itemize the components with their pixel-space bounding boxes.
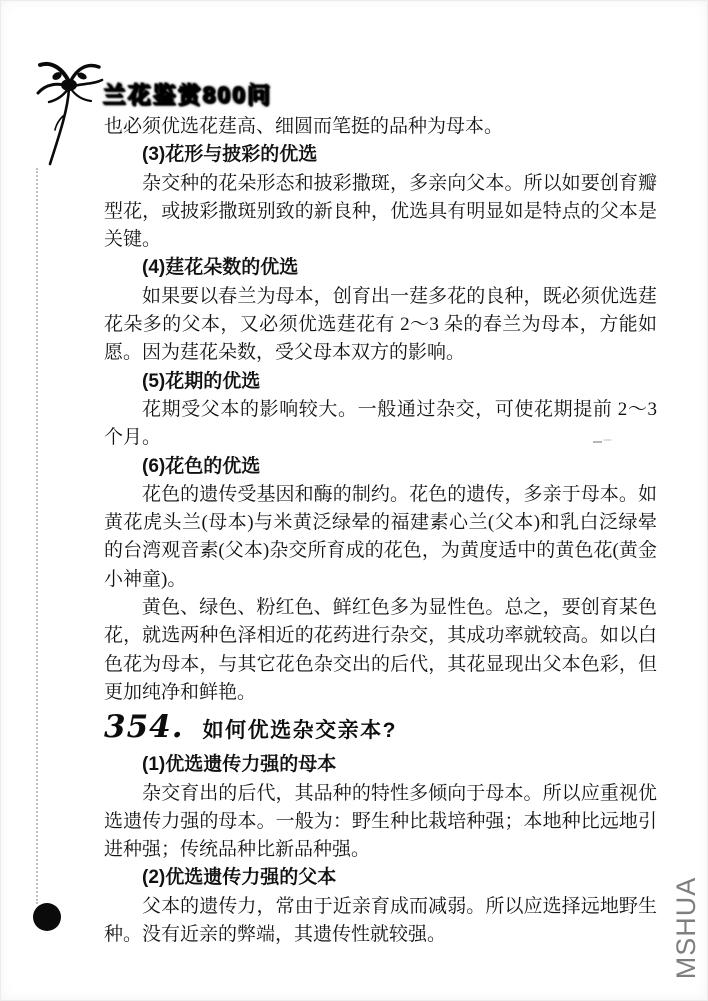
section-subheading: (4)莛花朵数的优选 [142,257,299,279]
book-title-smudged: 兰花鉴赏800问 [103,82,273,108]
page-text-column [104,113,657,949]
question-title: 如何优选杂交亲本? [202,719,397,743]
paragraph: 黄色、绿色、粉红色、鲜红色多为显性色。总之，要创育某色花，就选两种色泽相近的花药进行杂交，其成功率就较高。如以白色花为母本，与其它花色杂交出的后代，其花显现出父本色彩，但更加纯净和鲜艳。 [104,597,657,703]
paragraph: 杂交种的花朵形态和披彩撒斑，多亲向父本。所以如要创育瓣型花，或披彩撒斑别致的新良种，优选具有明显如是特点的父本是关键。 [104,172,657,251]
section-subheading: (1)优选遗传力强的母本 [142,754,337,776]
paragraph: 父本的遗传力，常由于近亲育成而减弱。所以应选择远地野生种。没有近亲的弊端，其遗传性就较强。 [104,895,657,946]
question-heading [104,710,657,748]
watermark-mshua: MSHUA [671,876,701,980]
orchid-ink-sketch-illustration [33,56,107,170]
paragraph: 花期受父本的影响较大。一般通过杂交，可使花期提前 2～3 个月。 [104,398,657,449]
section-subheading: (6)花色的优选 [142,455,261,477]
scan-artifact [593,441,602,443]
page-marker-dot [33,903,61,931]
paragraph: 杂交育出的后代，其品种的特性多倾向于母本。所以应重视优选遗传力强的母本。一般为：野生种比栽培种强；本地种比远地引进种强；传统品种比新品种强。 [104,782,657,861]
paragraph: 如果要以春兰为母本，创育出一莛多花的良种，既必须优选莛花朵多的父本，又必须优选莛花有 2～3 朵的春兰为母本，方能如愿。因为莛花朵数，受父母本双方的影响。 [104,285,657,364]
section-subheading: (5)花期的优选 [142,370,261,392]
paragraph: 花色的遗传受基因和酶的制约。花色的遗传，多亲于母本。如黄花虎头兰(母本)与米黄泛绿晕的福建素心兰(父本)和乳白泛绿晕的台湾观音素(父本)杂交所育成的花色，为黄度适中的黄色花(黄金小神童)。 [104,483,657,590]
section-subheading: (3)花形与披彩的优选 [142,144,318,166]
question-number: 354. [104,709,184,746]
margin-dotted-line [36,168,38,904]
section-subheading: (2)优选遗传力强的父本 [142,867,337,889]
paragraph: 也必须优选花莛高、细圆而笔挺的品种为母本。 [104,116,504,137]
